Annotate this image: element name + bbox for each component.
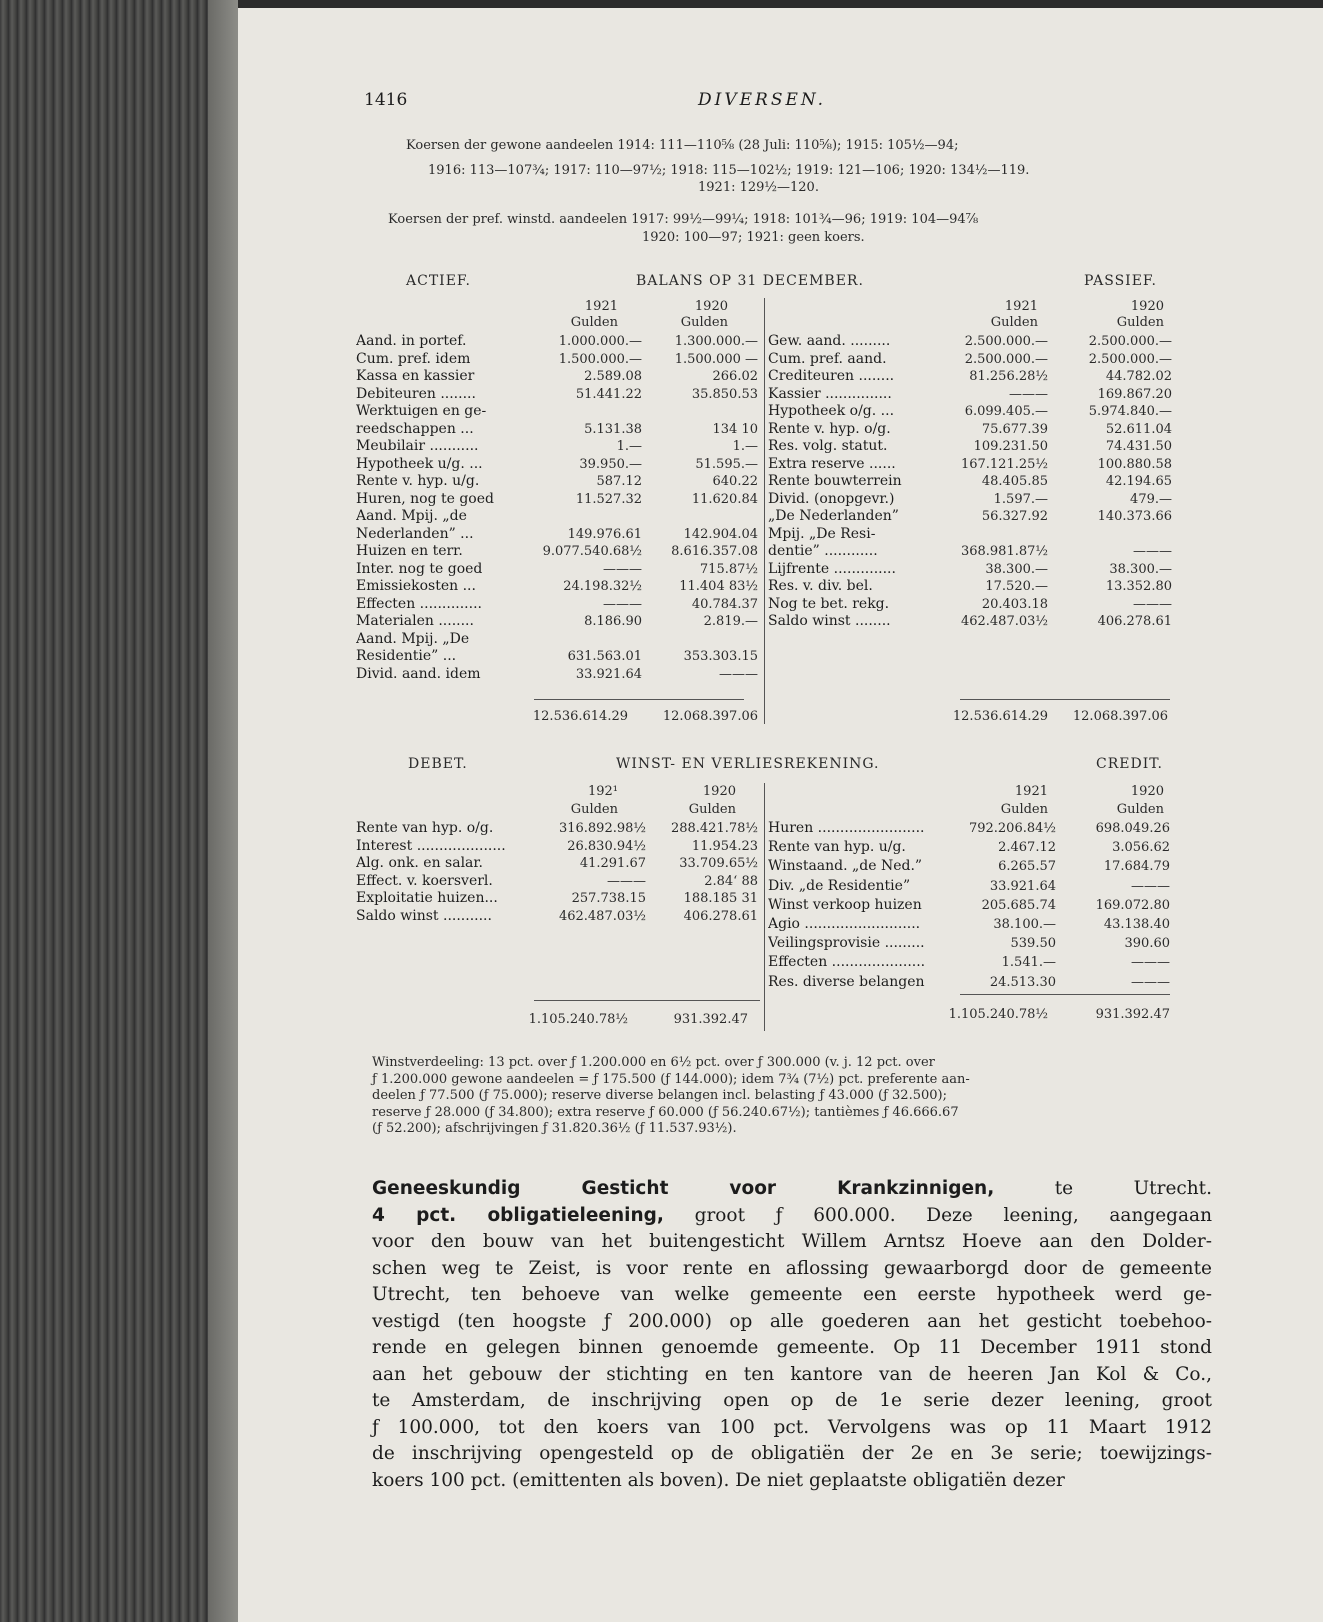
page-number: 1416 — [364, 90, 408, 110]
row-value-previous: 52.611.04 — [1105, 421, 1172, 437]
row-value-current: 109.231.50 — [973, 439, 1048, 454]
row-value-previous: 5.974.840.— — [1088, 404, 1172, 419]
row-value-current: 2.500.000.— — [964, 351, 1048, 367]
row-value-current: 631.563.01 — [567, 649, 642, 664]
quote-line: 1921: 129½—120. — [698, 180, 819, 195]
row-value-previous: 479.— — [1130, 491, 1172, 507]
row-label: Crediteuren ........ — [768, 368, 895, 384]
row-value-previous: 40.784.37 — [691, 596, 758, 612]
book-spine-edge — [0, 0, 238, 1622]
row-value-previous: 11.954.23 — [691, 838, 758, 854]
row-label: Rente van hyp. o/g. — [356, 820, 494, 836]
row-value-current: 39.950.— — [579, 456, 642, 472]
row-label: Residentie” ... — [356, 648, 457, 664]
unit-header: Gulden — [1000, 802, 1048, 817]
body-line: ƒ 100.000, tot den koers van 100 pct. Vervolgens was op 11 Maart 1912 — [372, 1416, 1212, 1438]
row-label: Rente v. hyp. u/g. — [356, 473, 480, 489]
row-value-previous: 44.782.02 — [1105, 369, 1172, 384]
row-label: Rente v. hyp. o/g. — [768, 420, 891, 437]
row-label: Lijfrente .............. — [768, 560, 896, 577]
row-value-previous: 33.709.65½ — [679, 856, 758, 872]
note-line: Winstverdeeling: 13 pct. over ƒ 1.200.000 en 6½ pct. over ƒ 300.000 (v. j. 12 pct. over — [372, 1055, 935, 1070]
row-value-previous: 17.684.79 — [1103, 859, 1170, 875]
book-page — [238, 8, 1323, 1622]
row-label: Saldo winst ........ — [768, 613, 891, 629]
row-value-current: 1.— — [616, 439, 642, 454]
credit-heading: CREDIT. — [1096, 756, 1163, 772]
row-label: „De Nederlanden” — [768, 508, 899, 524]
body-line: schen weg te Zeist, is voor rente en aflossing gewaarborgd door de gemeente — [372, 1257, 1212, 1279]
row-value-previous: 142.904.04 — [683, 526, 758, 542]
row-value-current: 75.677.39 — [981, 421, 1048, 437]
row-value-current: 792.206.84½ — [968, 821, 1056, 836]
running-head: DIVERSEN. — [698, 90, 827, 110]
total-value: 1.105.240.78½ — [528, 1012, 628, 1027]
row-value-previous: 1.— — [732, 439, 758, 454]
row-value-previous: 8.616.357.08 — [671, 544, 758, 559]
row-value-previous: 35.850.53 — [691, 386, 758, 402]
row-value-current: 2.500.000.— — [964, 334, 1048, 349]
row-label: Veilingsprovisie ......... — [768, 935, 925, 952]
row-label: Aand. in portef. — [356, 333, 467, 349]
year-header: 1920 — [1130, 299, 1164, 314]
row-label: Kassier ............... — [768, 385, 892, 402]
total-value: 12.536.614.29 — [532, 709, 628, 724]
row-value-current: 33.921.64 — [575, 666, 642, 682]
row-label: Meubilair ........... — [356, 438, 479, 454]
total-rule — [960, 994, 1170, 995]
note-line: ƒ 1.200.000 gewone aandeelen = ƒ 175.500 (ƒ 144.000); idem 7¾ (7½) pct. preferente aan- — [372, 1071, 970, 1087]
row-value-current: 462.487.03½ — [960, 614, 1048, 629]
row-value-previous: 51.595.— — [695, 456, 758, 472]
quote-line: 1916: 113—107¾; 1917: 110—97½; 1918: 115—102½; 1919: 121—106; 1920: 134½—119. — [428, 163, 1030, 178]
year-header: 192¹ — [587, 784, 618, 799]
year-header: 1921 — [584, 299, 618, 314]
column-rule — [764, 298, 765, 724]
row-value-previous: ——— — [1131, 878, 1170, 894]
row-value-previous: 2.500.000.— — [1088, 351, 1172, 367]
row-value-current: 56.327.92 — [981, 509, 1048, 524]
total-value: 931.392.47 — [1095, 1007, 1170, 1022]
row-value-current: 81.256.28½ — [969, 369, 1048, 384]
total-rule — [534, 699, 744, 700]
row-value-previous: 2.819.— — [703, 614, 758, 629]
row-value-previous: 715.87½ — [699, 561, 758, 577]
row-value-previous: 134 10 — [712, 421, 758, 437]
row-value-previous: 1.500.000 — — [674, 351, 758, 367]
row-value-current: 2.467.12 — [998, 840, 1056, 856]
row-value-previous: 406.278.61 — [1097, 614, 1172, 629]
row-label: Exploitatie huizen... — [356, 890, 498, 907]
unit-header: Gulden — [570, 802, 618, 817]
row-value-previous: ——— — [1131, 974, 1170, 990]
row-value-previous: 38.300.— — [1109, 561, 1172, 577]
row-label: Huizen en terr. — [356, 543, 463, 559]
total-value: 12.068.397.06 — [662, 709, 758, 724]
row-label: Divid. (onopgevr.) — [768, 490, 895, 507]
row-value-previous: 13.352.80 — [1105, 579, 1172, 594]
entity-heading: Geneeskundig Gesticht voor Krankzinnigen, — [372, 1178, 995, 1199]
row-value-previous: ——— — [1133, 596, 1172, 612]
pl-title: WINST- EN VERLIESREKENING. — [616, 756, 880, 772]
row-label: Agio .......................... — [768, 915, 921, 932]
unit-header: Gulden — [990, 315, 1038, 330]
body-line: aan het gebouw der stichting en ten kantore van de heeren Jan Kol & Co., — [372, 1363, 1212, 1385]
row-value-current: 38.100.— — [993, 916, 1056, 932]
row-value-current: 24.198.32½ — [563, 579, 642, 594]
body-line: Geneeskundig Gesticht voor Krankzinnigen, te Utrecht. — [372, 1178, 1212, 1199]
row-value-previous: 698.049.26 — [1095, 821, 1170, 836]
row-value-previous: 288.421.78½ — [670, 821, 758, 836]
row-value-previous: 43.138.40 — [1103, 916, 1170, 932]
unit-header: Gulden — [570, 315, 618, 330]
row-label: Res. volg. statut. — [768, 438, 888, 454]
row-value-current: ——— — [1009, 386, 1048, 402]
row-label: Rente van hyp. u/g. — [768, 839, 906, 856]
row-value-previous: 3.056.62 — [1112, 840, 1170, 856]
row-value-previous: 11.620.84 — [691, 491, 758, 507]
row-value-previous: 2.84‘ 88 — [704, 873, 758, 889]
row-label: Mpij. „De Resi- — [768, 525, 876, 542]
body-line: 4 pct. obligatieleening, groot ƒ 600.000. Deze leening, aangegaan — [372, 1204, 1212, 1226]
row-value-current: 368.981.87½ — [960, 544, 1048, 559]
row-label: Res. diverse belangen — [768, 973, 925, 990]
row-value-previous: ——— — [1131, 955, 1170, 971]
row-label: dentie” ............ — [768, 543, 878, 559]
row-label: Divid. aand. idem — [356, 665, 481, 682]
quote-line: Koersen der gewone aandeelen 1914: 111—110⅝ (28 Juli: 110⅝); 1915: 105½—94; — [406, 138, 959, 153]
row-value-current: 26.830.94½ — [567, 838, 646, 854]
row-value-current: 11.527.32 — [575, 491, 642, 507]
body-line: de inschrijving opengesteld op de obligatiën der 2e en 3e serie; toewijzings- — [372, 1443, 1212, 1464]
row-label: Div. „de Residentie” — [768, 877, 911, 894]
year-header: 1920 — [702, 784, 736, 799]
row-label: Inter. nog te goed — [356, 560, 483, 577]
row-value-current: 17.520.— — [985, 579, 1048, 594]
row-value-current: 51.441.22 — [575, 386, 642, 402]
quote-line: Koersen der pref. winstd. aandeelen 1917: 99½—99¼; 1918: 101¾—96; 1919: 104—94⅞ — [388, 212, 979, 227]
row-value-current: 587.12 — [596, 474, 642, 489]
row-value-previous: 140.373.66 — [1097, 509, 1172, 524]
row-label: Hypotheek u/g. ... — [356, 455, 483, 472]
row-label: Aand. Mpij. „de — [356, 508, 467, 524]
row-value-current: 257.738.15 — [571, 891, 646, 907]
row-value-previous: 11.404 83½ — [679, 579, 758, 594]
row-value-current: 6.099.405.— — [964, 404, 1048, 419]
row-value-current: 149.976.61 — [567, 526, 642, 542]
row-label: Saldo winst ........... — [356, 907, 492, 924]
row-label: Winstaand. „de Ned.” — [768, 858, 923, 875]
row-value-previous: 406.278.61 — [683, 908, 758, 924]
total-value: 1.105.240.78½ — [948, 1007, 1048, 1022]
row-label: reedschappen ... — [356, 420, 474, 437]
row-label: Werktuigen en ge- — [356, 403, 487, 419]
unit-header: Gulden — [1116, 802, 1164, 817]
body-line: voor den bouw van het buitengesticht Willem Arntsz Hoeve aan den Dolder- — [372, 1231, 1212, 1252]
note-line: reserve ƒ 28.000 (ƒ 34.800); extra reserve ƒ 60.000 (ƒ 56.240.67½); tantièmes ƒ 46.666.67 — [372, 1104, 959, 1120]
row-value-current: ——— — [607, 873, 646, 889]
row-value-current: 539.50 — [1010, 936, 1056, 952]
row-value-previous: 169.072.80 — [1095, 897, 1170, 913]
row-label: Winst verkoop huizen — [768, 896, 922, 913]
row-value-previous: 100.880.58 — [1097, 456, 1172, 472]
unit-header: Gulden — [688, 802, 736, 817]
row-value-previous: 2.500.000.— — [1088, 334, 1172, 349]
row-label: Huren, nog te goed — [356, 490, 494, 507]
year-header: 1920 — [1130, 784, 1164, 799]
row-value-current: ——— — [603, 561, 642, 577]
row-value-previous: ——— — [719, 666, 758, 682]
body-line: te Amsterdam, de inschrijving open op de 1e serie dezer leening, groot — [372, 1390, 1212, 1411]
body-line: vestigd (ten hoogste ƒ 200.000) op alle goederen aan het gesticht toebehoo- — [372, 1310, 1212, 1332]
unit-header: Gulden — [680, 315, 728, 330]
row-value-previous: 169.867.20 — [1097, 386, 1172, 402]
year-header: 1921 — [1014, 784, 1048, 799]
row-value-current: 5.131.38 — [584, 421, 642, 437]
unit-header: Gulden — [1116, 315, 1164, 330]
row-label: Debiteuren ........ — [356, 385, 476, 402]
row-value-current: 9.077.540.68½ — [542, 544, 642, 559]
row-value-current: 1.000.000.— — [558, 334, 642, 349]
body-paragraph — [372, 1176, 1212, 1494]
row-value-current: 20.403.18 — [981, 596, 1048, 612]
row-label: Kassa en kassier — [356, 368, 475, 384]
note-line: deelen ƒ 77.500 (ƒ 75.000); reserve diverse belangen incl. belasting ƒ 43.000 (ƒ 32.500); — [372, 1088, 947, 1104]
row-value-previous: ——— — [1133, 544, 1172, 559]
profit-distribution-note — [372, 1055, 1207, 1138]
row-value-current: 33.921.64 — [989, 878, 1056, 894]
row-value-current: 24.513.30 — [989, 974, 1056, 990]
total-rule — [534, 1000, 760, 1001]
row-label: Gew. aand. ......... — [768, 333, 891, 349]
column-rule — [764, 783, 765, 1031]
row-label: Hypotheek o/g. ... — [768, 403, 895, 419]
row-label: Cum. pref. aand. — [768, 350, 887, 367]
row-value-previous: 1.300.000.— — [674, 334, 758, 349]
row-value-current: 48.405.85 — [981, 474, 1048, 489]
passief-heading: PASSIEF. — [1084, 273, 1157, 289]
actief-heading: ACTIEF. — [406, 273, 471, 289]
row-label: Cum. pref. idem — [356, 350, 471, 367]
quote-line: 1920: 100—97; 1921: geen koers. — [642, 230, 865, 245]
row-label: Aand. Mpij. „De — [356, 630, 470, 647]
balance-title: BALANS OP 31 DECEMBER. — [636, 273, 864, 289]
row-label: Materialen ........ — [356, 613, 474, 629]
body-line: rende en gelegen binnen genoemde gemeente. Op 11 December 1911 stond — [372, 1337, 1212, 1358]
row-label: Rente bouwterrein — [768, 473, 902, 489]
body-line: koers 100 pct. (emittenten als boven). De niet geplaatste obligatiën dezer — [372, 1469, 1065, 1491]
row-value-previous: 640.22 — [712, 474, 758, 489]
row-value-previous: 353.303.15 — [683, 649, 758, 664]
year-header: 1920 — [694, 299, 728, 314]
row-label: Nog te bet. rekg. — [768, 595, 890, 612]
body-line: Utrecht, ten behoeve van welke gemeente een eerste hypotheek werd ge- — [372, 1284, 1212, 1305]
row-value-previous: 74.431.50 — [1105, 439, 1172, 454]
row-value-previous: 42.194.65 — [1105, 474, 1172, 489]
row-label: Extra reserve ...... — [768, 455, 896, 472]
row-value-current: 1.500.000.— — [558, 351, 642, 367]
row-value-current: 2.589.08 — [584, 369, 642, 384]
row-label: Res. v. div. bel. — [768, 578, 873, 594]
year-header: 1921 — [1004, 299, 1038, 314]
row-value-current: 167.121.25½ — [960, 456, 1048, 472]
row-label: Effecten ..................... — [768, 954, 926, 971]
row-value-current: 8.186.90 — [584, 614, 642, 629]
row-value-current: 38.300.— — [985, 561, 1048, 577]
row-value-previous: 390.60 — [1124, 936, 1170, 952]
row-value-current: 6.265.57 — [998, 859, 1056, 875]
total-rule — [960, 699, 1170, 700]
note-line: (ƒ 52.200); afschrijvingen ƒ 31.820.36½ (ƒ 11.537.93½). — [372, 1121, 737, 1137]
row-value-current: 41.291.67 — [579, 856, 646, 872]
row-value-current: ——— — [603, 596, 642, 612]
total-value: 12.068.397.06 — [1072, 709, 1168, 724]
total-value: 931.392.47 — [673, 1012, 748, 1027]
total-value: 12.536.614.29 — [952, 709, 1048, 724]
loan-heading: 4 pct. obligatieleening, — [372, 1204, 664, 1226]
row-value-current: 316.892.98½ — [558, 821, 646, 836]
row-value-previous: 188.185 31 — [683, 891, 758, 907]
row-value-current: 1.541.— — [1001, 955, 1056, 971]
row-value-current: 205.685.74 — [981, 897, 1056, 913]
row-label: Nederlanden” ... — [356, 525, 474, 542]
row-value-previous: 266.02 — [712, 369, 758, 384]
row-label: Interest .................... — [356, 837, 506, 854]
debet-heading: DEBET. — [408, 756, 468, 772]
row-label: Effect. v. koersverl. — [356, 872, 493, 889]
row-label: Huren ........................ — [768, 820, 925, 836]
row-label: Alg. onk. en salar. — [356, 855, 483, 872]
row-label: Emissiekosten ... — [356, 578, 476, 594]
row-label: Effecten .............. — [356, 595, 482, 612]
row-value-current: 462.487.03½ — [558, 908, 646, 924]
row-value-current: 1.597.— — [993, 491, 1048, 507]
